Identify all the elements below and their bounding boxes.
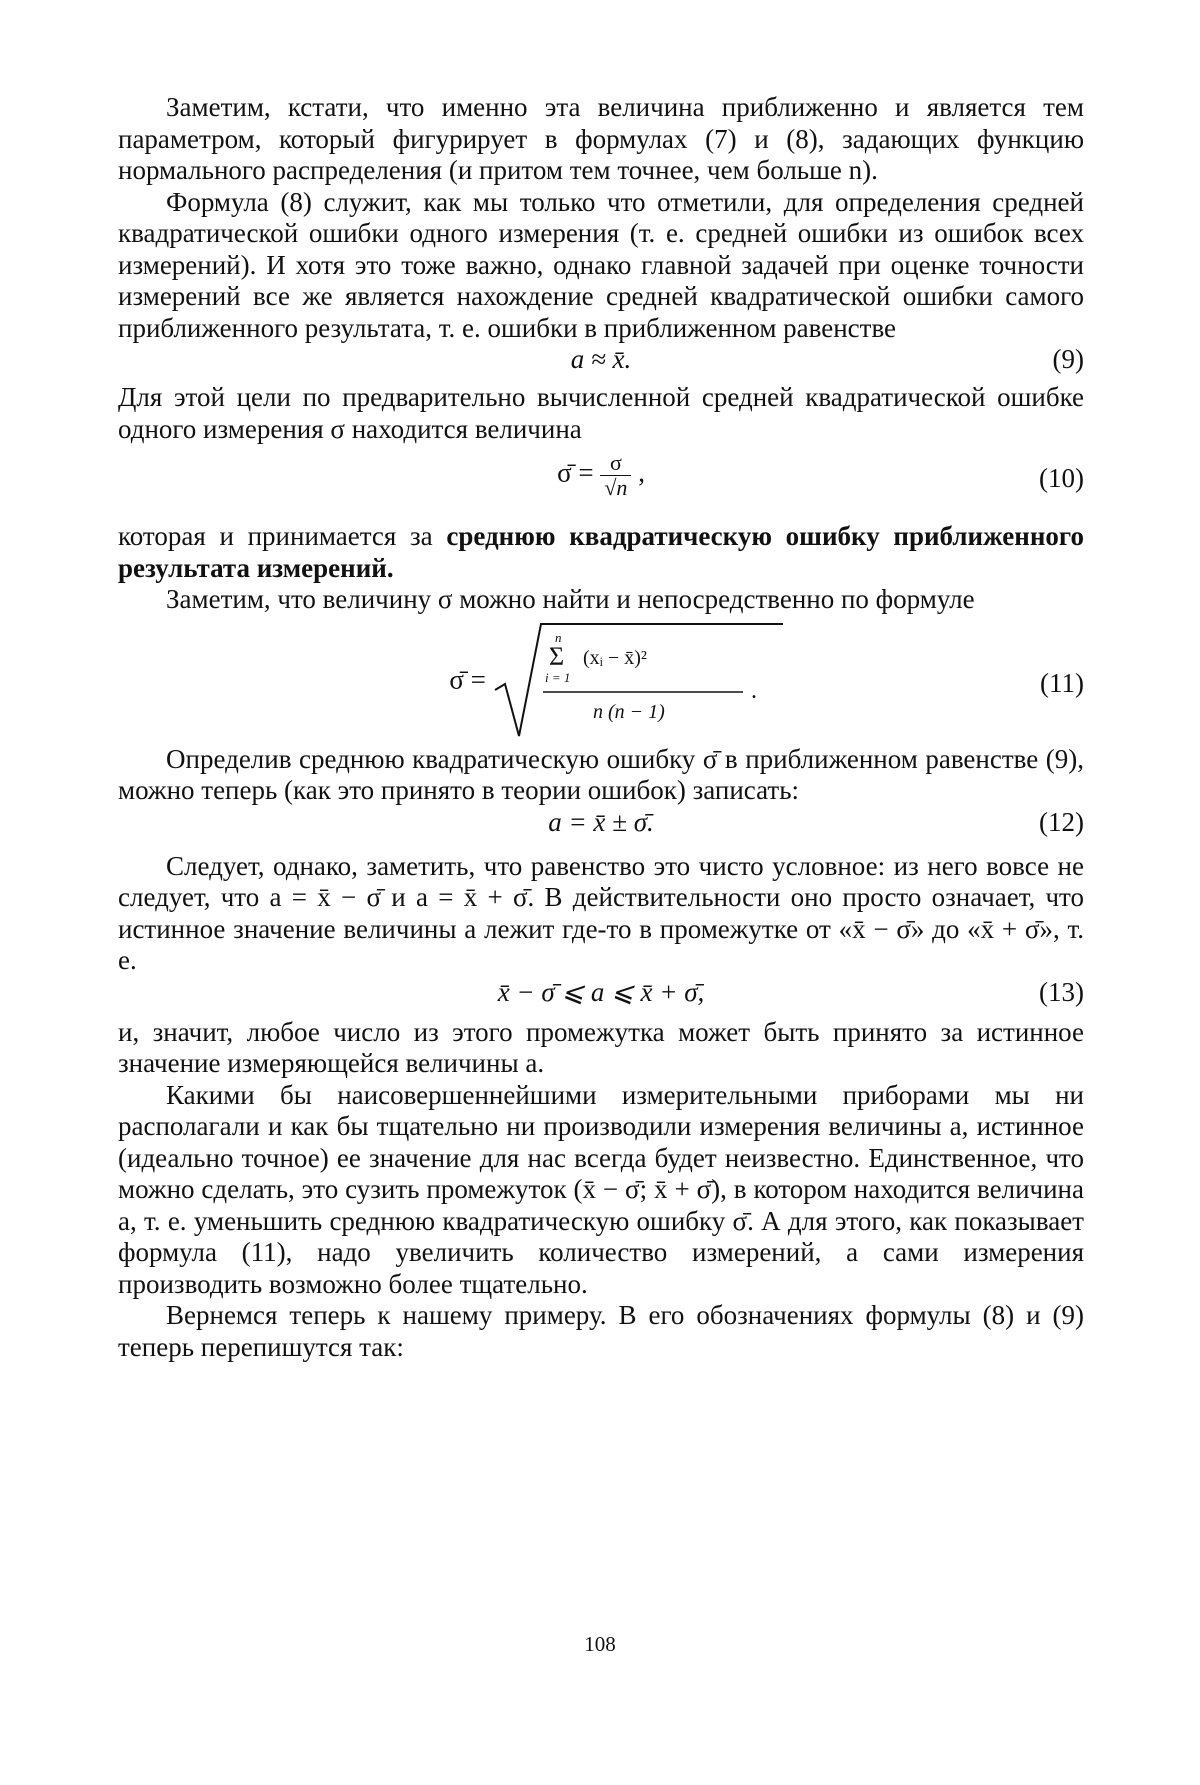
equation-11-tail: . — [750, 677, 757, 704]
paragraph-7: Следует, однако, заметить, что равенство это чисто условное: из него вовсе не следует, что a = x̄ − σ̄ и a = x̄ + σ̄. В действительности оно просто означает, что истинное значение величины a лежит где-то в промежутке от «x̄ − σ̄» до «x̄ + σ̄», т. е. — [118, 850, 1084, 975]
paragraph-4-term: среднюю квадратическую ошибку приближенного результата измерений. — [118, 521, 1084, 583]
radical-sign-icon — [493, 620, 793, 740]
page-number: 108 — [584, 1632, 616, 1656]
paragraph-5: Заметим, что величину σ можно найти и непосредственно по формуле — [166, 584, 975, 614]
equation-12 — [118, 807, 1084, 851]
paragraph-6: Определив среднюю квадратическую ошибку σ̄ в приближенном равенстве (9), можно теперь (как это принято в теории ошибок) записать: — [118, 743, 1084, 805]
paragraph-4 — [118, 521, 1084, 584]
equation-9-number: (9) — [1052, 344, 1084, 374]
equation-11-sum-sign: Σ — [548, 641, 564, 671]
equation-11 — [118, 616, 1084, 744]
equation-11-number: (11) — [1040, 667, 1084, 698]
book-page — [118, 92, 1084, 1363]
equation-9-body: a ≈ x̄. — [570, 344, 632, 374]
paragraph-2: Формула (8) служит, как мы только что отметили, для определения средней квадратической ошибки одного измерения (т. е. средней ошибки из ошибок всех измерений). И хотя это тоже важно, однако главной задачей при оценке точности измерений все же является нахождение средней квадратической ошибки самого приближенного результата, т. е. ошибки в приближенном равенстве — [118, 186, 1084, 343]
equation-13-number: (13) — [1039, 976, 1084, 1007]
equation-12-number: (12) — [1039, 806, 1084, 837]
equation-10-tail: , — [638, 457, 645, 488]
equation-10-number: (10) — [1039, 463, 1084, 493]
paragraph-8: и, значит, любое число из этого промежутка может быть принято за истинное значение измеряющейся величины a. — [118, 1016, 1084, 1078]
equation-11-lhs: σ̄ = — [449, 663, 486, 694]
equation-11-summand: (xᵢ − x̄)² — [582, 646, 647, 669]
paragraph-1: Заметим, кстати, что именно эта величина приближенно и является тем параметром, который фигурирует в формулах (7) и (8), задающих функцию нормального распределения (и притом тем точнее, чем больше n). — [118, 92, 1084, 185]
equation-10-denominator: √n — [604, 475, 628, 500]
equation-10 — [118, 445, 1084, 521]
equation-13 — [118, 977, 1084, 1017]
paragraph-4-text: которая и принимается за — [118, 521, 447, 551]
equation-13-body: x̄ − σ̄ ⩽ a ⩽ x̄ + σ̄, — [497, 976, 705, 1007]
equation-12-body: a = x̄ ± σ̄. — [548, 806, 654, 837]
paragraph-10: Вернемся теперь к нашему примеру. В его обозначениях формулы (8) и (9) теперь перепишутся так: — [118, 1300, 1084, 1362]
equation-10-lhs: σ̄ = — [557, 457, 594, 488]
paragraph-9: Какими бы наисовершеннейшими измерительными приборами мы ни располагали и как бы тщательно ни производили измерения величины a, истинное (идеально точное) ее значение для нас всегда будет неизвестно. Единственное, что можно сделать, это сузить промежуток (x̄ − σ̄; x̄ + σ̄), в котором находится величина a, т. е. уменьшить среднюю квадратическую ошибку σ̄. А для этого, как показывает формула (11), надо увеличить количество измерений, а сами измерения производить возможно более тщательно. — [118, 1079, 1084, 1299]
equation-11-denominator: n (n − 1) — [592, 700, 665, 723]
equation-11-sum-bottom: i = 1 — [544, 669, 571, 685]
equation-10-numerator: σ — [600, 451, 631, 476]
equation-9 — [118, 344, 1084, 382]
equation-11-sum-top: n — [554, 629, 562, 645]
paragraph-3: Для этой цели по предварительно вычисленной средней квадратической ошибке одного измерения σ находится величина — [118, 382, 1084, 444]
